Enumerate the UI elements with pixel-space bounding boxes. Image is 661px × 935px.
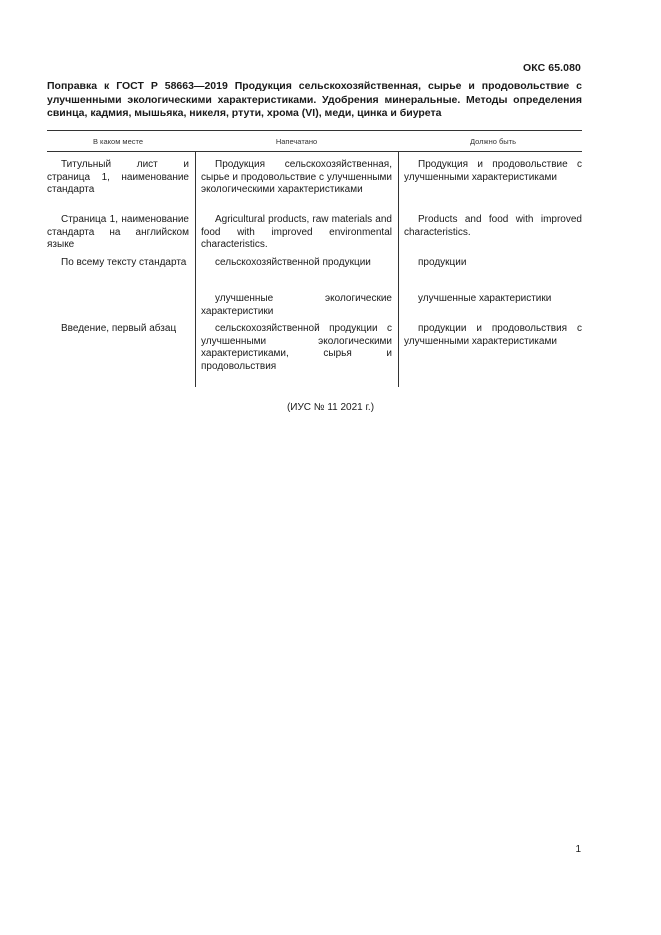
table-header [47,130,582,152]
classification-code: ОКС 65.080 [522,62,581,74]
column-header-printed: Напечатано [275,136,318,146]
cell-should-be: продукции и продовольствия с улучшенными характеристиками [404,323,582,347]
page-number: 1 [575,844,581,855]
cell-where: Титульный лист и страница 1, наименование стандарта [47,159,189,195]
table-row [47,293,582,323]
cell-where: Введение, первый абзац [61,323,177,334]
cell-where: Страница 1, наименование стандарта на английском языке [47,214,189,250]
cell-printed: Agricultural products, raw materials and food with improved environmental characteristics. [201,214,392,250]
table-row [47,257,582,293]
cell-should-be: Products and food with improved characteristics. [404,214,582,238]
table-body [47,152,582,378]
table-row [47,214,582,257]
column-header-where: В каком месте [92,136,144,146]
amendment-title: Поправка к ГОСТ Р 58663—2019 Продукция сельскохозяйственная, сырье и продовольствие с улучшенными экологическими характеристиками. Удобрения минеральные. Методы определения свинца, кадмия, мышьяка, никеля, ртути, хрома (VI), меди, цинка и биурета [47,80,582,119]
cell-printed: сельскохозяйственной продукции с улучшенными экологическими характеристиками, сырья и продовольствия [201,323,392,372]
column-divider [398,152,399,387]
cell-should-be: улучшенные характеристики [418,293,552,304]
corrections-table [47,130,582,378]
column-header-should-be: Должно быть [470,136,516,146]
cell-where [47,293,195,323]
cell-where: По всему тексту стандарта [61,257,187,268]
column-divider [195,152,196,387]
cell-printed: сельскохозяйственной продукции [215,257,371,268]
cell-should-be: Продукция и продовольствие с улучшенными характеристиками [404,159,582,183]
cell-printed: Продукция сельскохозяйственная, сырье и продовольствие с улучшенными экологическими характеристиками [201,159,392,195]
cell-should-be: продукции [418,257,467,268]
table-row [47,152,582,214]
cell-printed: улучшенные экологические характеристики [201,293,392,317]
table-row [47,323,582,378]
source-note: (ИУС № 11 2021 г.) [286,402,375,413]
